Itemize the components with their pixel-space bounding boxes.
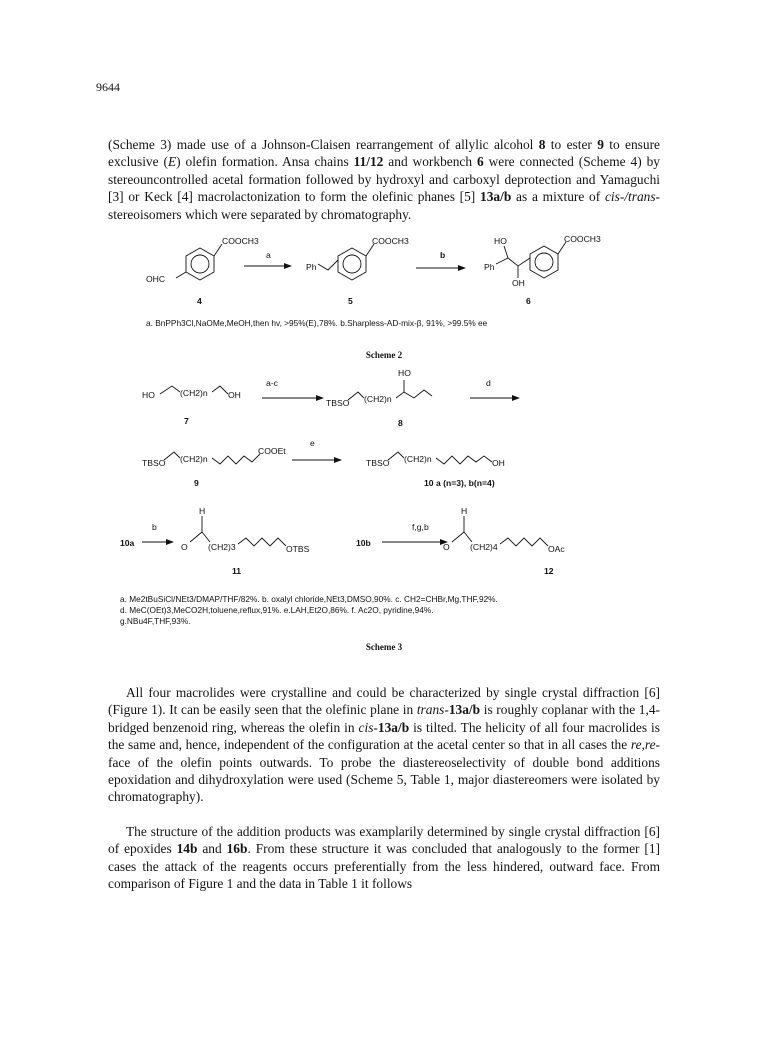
- text-span: (Scheme 3) made use of a Johnson-Claisen rearrangement of allylic alcohol: [108, 137, 539, 152]
- compound-ref: 6: [476, 154, 484, 170]
- scheme-2-drawing: [0, 230, 768, 310]
- compound-ref: 16b: [226, 841, 248, 857]
- text-span: to ensure exclusive (: [108, 137, 660, 170]
- cpd9-cooet: COOEt: [258, 446, 286, 456]
- cpd11-otbs: OTBS: [286, 544, 310, 554]
- paragraph-3: [108, 823, 660, 893]
- compound-8-structure: [326, 368, 432, 408]
- cpd11-chain: (CH2)3: [208, 542, 236, 552]
- cpd4-label: 4: [197, 296, 202, 306]
- cpd5-ph: Ph: [306, 262, 317, 272]
- row3-10b: 10b: [356, 538, 371, 548]
- cpd4-ohc: OHC: [146, 274, 166, 284]
- cpd8-ho: HO: [398, 368, 411, 378]
- compound-11-structure: [181, 506, 310, 554]
- cpd6-ph: Ph: [484, 262, 495, 272]
- arrow-b-label-row3: b: [152, 522, 157, 532]
- conditions-line: d. MeC(OEt)3,MeCO2H,toluene,reflux,91%. e.LAH,Et2O,86%. f. Ac2O, pyridine,94%.: [120, 605, 434, 615]
- cpd5-cooch3: COOCH3: [372, 236, 409, 246]
- cpd12-chain: (CH2)4: [470, 542, 498, 552]
- scheme-2-conditions: a. BnPPh3Cl,NaOMe,MeOH,then hv, >95%(E),78%. b.Sharpless-AD-mix-β, 91%, >99.5% ee: [146, 318, 488, 328]
- cpd5-label: 5: [348, 296, 353, 306]
- conditions-line: a. Me2tBuSiCl/NEt3/DMAP/THF/82%. b. oxalyl chloride,NEt3,DMSO,90%. c. CH2=CHBr,Mg,THF,92%.: [120, 594, 498, 604]
- cpd6-cooch3: COOCH3: [564, 234, 601, 244]
- italic-text: trans-: [416, 702, 449, 718]
- arrow-b-label: b: [440, 250, 446, 260]
- cpd8-chain: (CH2)n: [364, 394, 392, 404]
- italic-text: E: [167, 154, 177, 170]
- compound-ref: 13a/b: [480, 189, 512, 205]
- arrow-fgb-label: f,g,b: [412, 522, 429, 532]
- paragraph-2: [108, 684, 660, 806]
- cpd8-tbso: TBSO: [326, 398, 350, 408]
- cpd9-label: 9: [194, 478, 199, 488]
- scheme-3-conditions: [120, 594, 680, 627]
- cpd12-oac: OAc: [548, 544, 565, 554]
- text-span: were connected (Scheme 4) by stereouncontrolled acetal formation followed by hydroxyl and carboxyl deprotection and Yamaguchi [3] or Keck [4] macrolactonization to form the olefinic phanes [5]: [108, 154, 660, 205]
- text-span: The structure of the addition products was examplarily determined by single crystal diffraction [6] of epoxides: [108, 824, 660, 857]
- scheme-3-caption: Scheme 3: [365, 642, 403, 652]
- text-span: face of the olefin points outwards. To probe the diastereoselectivity of double bond additions epoxidation and dihydroxylation were used (Scheme 5, Table 1, major diastereomers were isolated by chromatography).: [108, 754, 660, 805]
- cpd7-label: 7: [184, 416, 189, 426]
- scheme-3-drawing: [0, 362, 768, 582]
- cpd12-h: H: [461, 506, 468, 516]
- cpd7-chain: (CH2)n: [180, 388, 208, 398]
- italic-text: cis-: [358, 719, 378, 735]
- cpd10-tbso: TBSO: [366, 458, 390, 468]
- cpd4-cooch3: COOCH3: [222, 236, 259, 246]
- page-number: 9644: [96, 80, 120, 94]
- paragraph-1: [108, 136, 660, 223]
- cpd12-o: O: [443, 542, 450, 552]
- compound-ref: 8: [538, 137, 546, 152]
- compound-ref: 14b: [176, 841, 198, 857]
- cpd11-h: H: [199, 506, 206, 516]
- compound-5-structure: [306, 236, 409, 280]
- text-span: as a mixture of: [511, 189, 605, 205]
- text-span: to ester: [545, 137, 598, 152]
- italic-text: cis-/trans-: [604, 189, 661, 205]
- text-span: All four macrolides were crystalline and could be characterized by single crystal diffraction [6] (Figure 1). It can be easily seen that the olefinic plane in: [108, 685, 660, 718]
- compound-ref: 13a/b: [448, 702, 481, 718]
- cpd7-oh: OH: [228, 390, 241, 400]
- compound-12-structure: [443, 506, 565, 554]
- compound-ref: 9: [597, 137, 604, 152]
- compound-4-structure: [146, 236, 259, 284]
- row3-10a: 10a: [120, 538, 135, 548]
- italic-text: re,re-: [630, 737, 660, 753]
- scheme-2-caption: Scheme 2: [365, 350, 403, 360]
- compound-10-structure: [366, 452, 505, 468]
- cpd10-label: 10 a (n=3), b(n=4): [424, 478, 495, 488]
- cpd6-ho: HO: [494, 236, 507, 246]
- text-span: is tilted. The helicity of all four macrolides is the same and, hence, independent of the configuration at the acetal center so that in all cases the: [108, 719, 660, 753]
- cpd8-label: 8: [398, 418, 403, 428]
- text-span: stereoisomers which were separated by chromatography.: [108, 206, 412, 222]
- arrow-d-label: d: [486, 378, 491, 388]
- cpd7-ho: HO: [142, 390, 155, 400]
- compound-6-structure: [484, 234, 601, 288]
- arrow-a-label: a: [266, 250, 271, 260]
- cpd10-chain: (CH2)n: [404, 454, 432, 464]
- text-span: . From these structure it was concluded that analogously to the former [1] cases the attack of the reagents occurs preferentially from the less hindered, outward face. From comparison of Figure 1 and the data in Table 1 it follows: [108, 841, 661, 892]
- cpd6-label: 6: [526, 296, 531, 306]
- compound-ref: 13a/b: [377, 719, 410, 735]
- compound-9-structure: [142, 446, 286, 468]
- compound-ref: 11/12: [353, 154, 384, 170]
- text-span: ) olefin formation. Ansa chains: [176, 154, 354, 170]
- conditions-line: g.NBu4F,THF,93%.: [120, 616, 191, 626]
- text-span: is roughly coplanar with the 1,4-bridged benzenoid ring, whereas the olefin in: [108, 702, 660, 735]
- text-span: and: [197, 841, 227, 857]
- cpd9-chain: (CH2)n: [180, 454, 208, 464]
- cpd9-tbso: TBSO: [142, 458, 166, 468]
- cpd12-label: 12: [544, 566, 554, 576]
- text-span: and workbench: [383, 154, 477, 170]
- compound-7-structure: [142, 386, 241, 400]
- cpd11-o: O: [181, 542, 188, 552]
- cpd6-oh: OH: [512, 278, 525, 288]
- cpd11-label: 11: [232, 566, 242, 576]
- arrow-e-label: e: [310, 438, 315, 448]
- cpd10-oh: OH: [492, 458, 505, 468]
- arrow-ac-label: a-c: [266, 378, 278, 388]
